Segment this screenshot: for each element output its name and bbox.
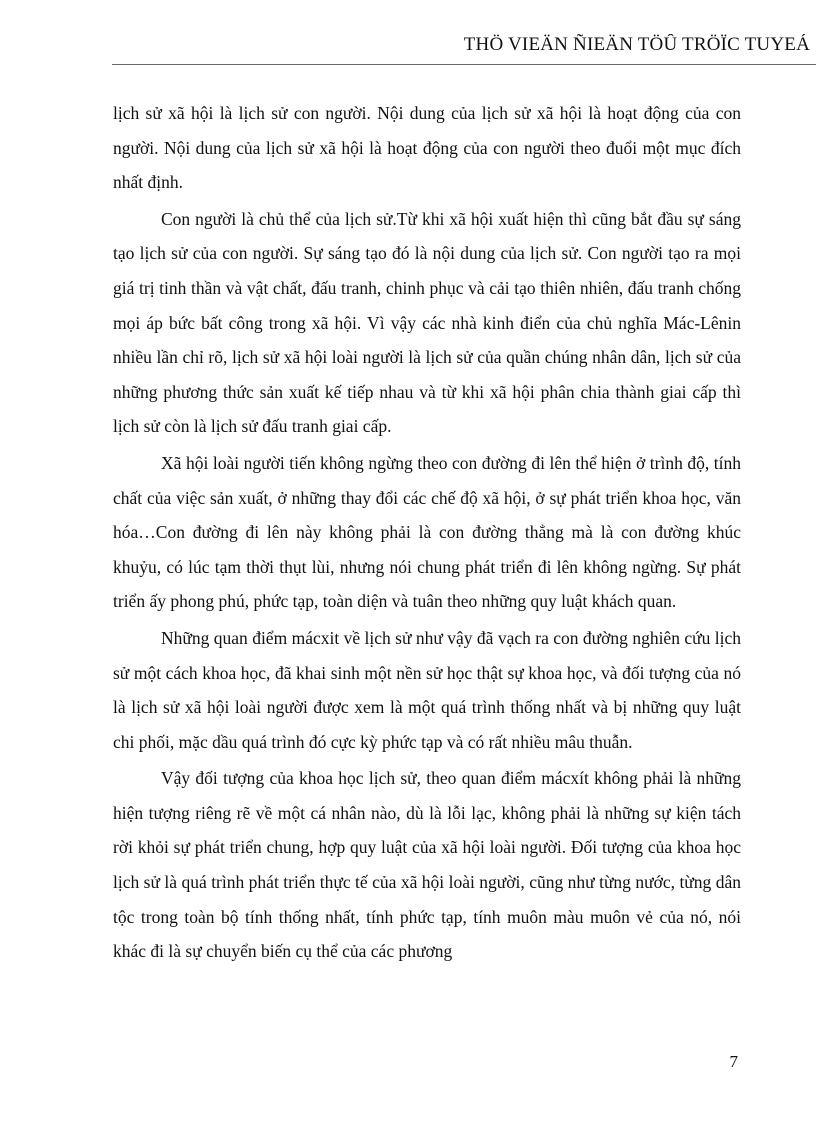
- paragraph: Vậy đối tượng của khoa học lịch sử, theo quan điểm mácxít không phải là những hiện tượng riêng rẽ về một cá nhân nào, dù là lỗi lạc, không phải là những sự kiện tách rời khỏi sự phát triển chung, hợp quy luật của xã hội loài người. Đối tượng của khoa học lịch sử là quá trình phát triển thực tế của xã hội loài người, cũng như từng nước, từng dân tộc trong toàn bộ tính thống nhất, tính phức tạp, tính muôn màu muôn vẻ của nó, nói khác đi là sự chuyển biến cụ thể của các phương: [113, 768, 741, 962]
- body-text: [113, 96, 741, 969]
- paragraph: Xã hội loài người tiến không ngừng theo con đường đi lên thể hiện ở trình độ, tính chất của việc sản xuất, ở những thay đổi các chế độ xã hội, ở sự phát triển khoa học, văn hóa…Con đường đi lên này không phải là con đường thẳng mà là con đường khúc khuỷu, có lúc tạm thời thụt lùi, nhưng nói chung phát triển đi lên không ngừng. Sự phát triển ấy phong phú, phức tạp, toàn diện và tuân theo những quy luật khách quan.: [113, 452, 741, 612]
- header-divider: [112, 64, 816, 65]
- paragraph: Con người là chủ thể của lịch sử.Từ khi xã hội xuất hiện thì cũng bắt đầu sự sáng tạo lịch sử của con người. Sự sáng tạo đó là nội dung của lịch sử. Con người tạo ra mọi giá trị tinh thần và vật chất, đấu tranh, chinh phục và cải tạo thiên nhiên, đấu tranh chống mọi áp bức bất công trong xã hội. Vì vậy các nhà kinh điển của chủ nghĩa Mác-Lênin nhiều lần chỉ rõ, lịch sử xã hội loài người là lịch sử của quần chúng nhân dân, lịch sử của những phương thức sản xuất kế tiếp nhau và từ khi xã hội phân chia thành giai cấp thì lịch sử còn là lịch sử đấu tranh giai cấp.: [113, 208, 741, 437]
- paragraph-continued: lịch sử xã hội là lịch sử con người. Nội dung của lịch sử xã hội là hoạt động của con người. Nội dung của lịch sử xã hội là hoạt động của con người theo đuổi một mục đích nhất định.: [113, 103, 741, 193]
- page-number: 7: [729, 1052, 738, 1071]
- running-header: THÖ VIEÄN ÑIEÄN TÖÛ TRÖÏC TUYEÁ: [463, 34, 810, 55]
- paragraph: Những quan điểm mácxit về lịch sử như vậy đã vạch ra con đường nghiên cứu lịch sử một cách khoa học, đã khai sinh một nền sử học thật sự khoa học, và đối tượng của nó là lịch sử xã hội loài người được xem là một quá trình thống nhất và bị những quy luật chi phối, mặc dầu quá trình đó cực kỳ phức tạp và có rất nhiều mâu thuẫn.: [113, 627, 741, 752]
